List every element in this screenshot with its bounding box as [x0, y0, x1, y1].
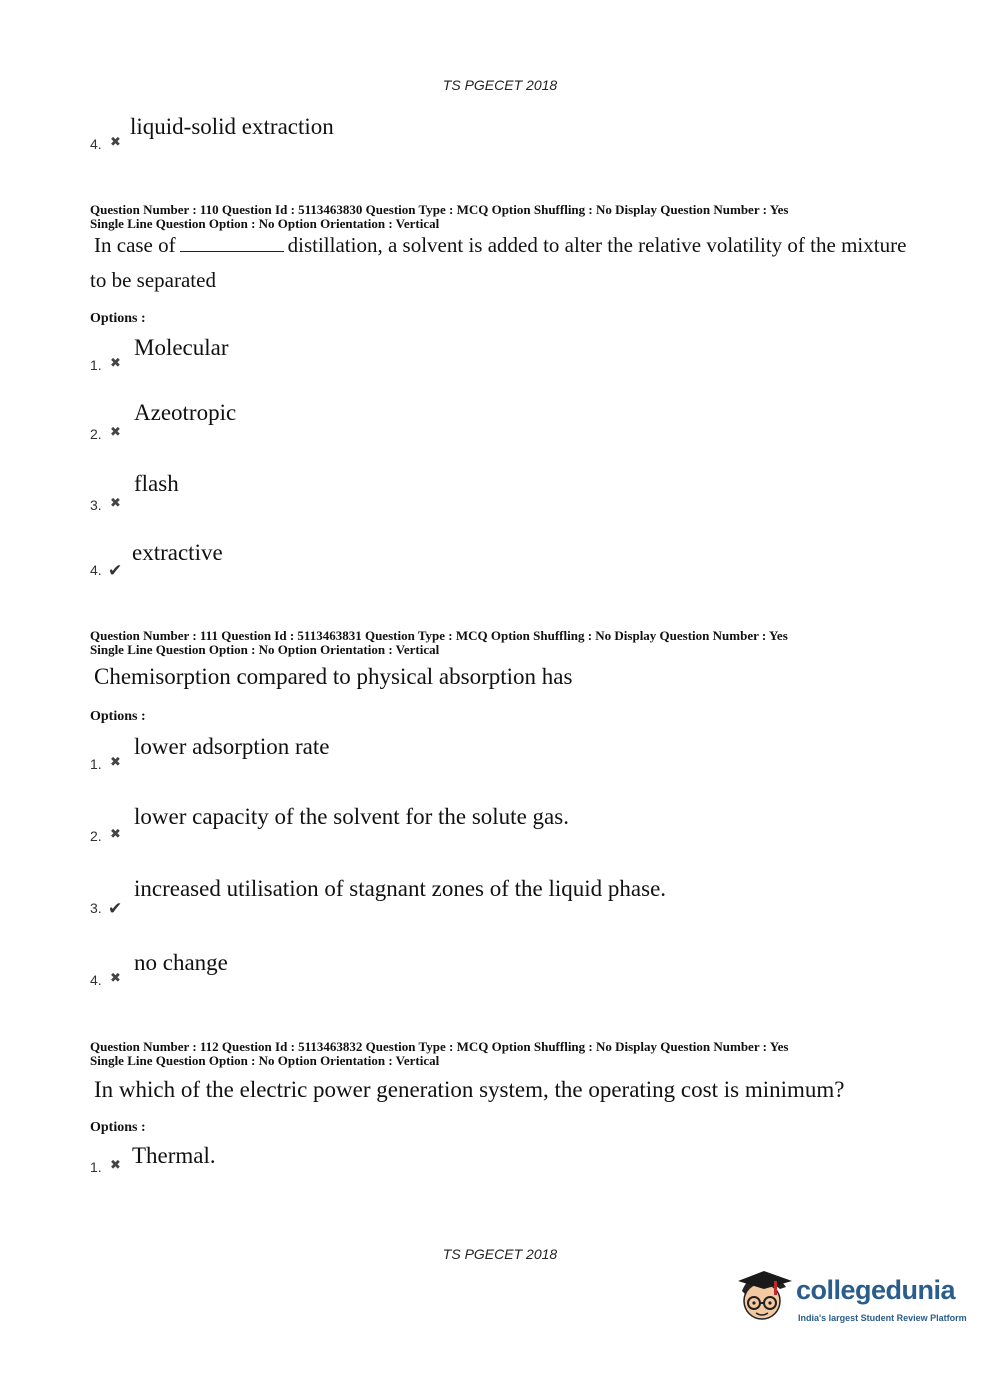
option-item — [90, 538, 790, 581]
cross-icon: ✖ — [110, 135, 121, 150]
option-number: 4. — [90, 136, 102, 152]
option-text: Azeotropic — [134, 400, 237, 425]
page-footer: TS PGECET 2018 — [442, 1246, 558, 1262]
options-label: Options : — [90, 1120, 146, 1135]
mascot-icon — [734, 1267, 796, 1337]
question-text: Chemisorption compared to physical absorption has — [94, 664, 573, 689]
option-text: flash — [134, 471, 179, 496]
option-text: no change — [134, 950, 228, 975]
option-number: 4. — [90, 562, 102, 578]
meta-line-2: Single Line Question Option : No Option Orientation : Vertical — [90, 216, 440, 231]
option-text: lower capacity of the solvent for the solute gas. — [134, 804, 569, 829]
check-icon: ✔ — [108, 899, 123, 919]
option-number: 3. — [90, 497, 102, 513]
question-meta — [90, 1040, 910, 1068]
meta-line-1: Question Number : 110 Question Id : 5113463830 Question Type : MCQ Option Shuffling : No Display Question Number : Yes — [90, 202, 789, 217]
logo-tagline: India's largest Student Review Platform — [798, 1313, 967, 1323]
cross-icon: ✖ — [110, 356, 121, 371]
fill-in-blank — [180, 235, 284, 252]
cross-icon: ✖ — [110, 971, 121, 986]
option-item — [90, 732, 790, 772]
meta-line-2: Single Line Question Option : No Option Orientation : Vertical — [90, 642, 440, 657]
check-icon: ✔ — [108, 561, 123, 581]
options-label: Options : — [90, 311, 146, 326]
option-item — [90, 402, 790, 442]
option-item — [90, 804, 790, 844]
option-item — [90, 876, 790, 919]
option-item — [90, 1135, 790, 1175]
question-meta — [90, 203, 910, 231]
option-text: extractive — [132, 540, 223, 565]
option-number: 1. — [90, 357, 102, 373]
prev-option-4 — [90, 112, 790, 152]
option-text: increased utilisation of stagnant zones of the liquid phase. — [134, 876, 667, 901]
option-number: 1. — [90, 756, 102, 772]
question-meta — [90, 629, 910, 657]
option-item — [90, 948, 790, 988]
option-text: Thermal. — [132, 1143, 216, 1168]
option-text: lower adsorption rate — [134, 734, 330, 759]
option-number: 4. — [90, 972, 102, 988]
meta-line-1: Question Number : 112 Question Id : 5113463832 Question Type : MCQ Option Shuffling : No Display Question Number : Yes — [90, 1039, 789, 1054]
cross-icon: ✖ — [110, 425, 121, 440]
collegedunia-logo — [734, 1267, 967, 1337]
question-text — [94, 233, 906, 258]
question-text: In which of the electric power generation system, the operating cost is minimum? — [94, 1077, 845, 1102]
meta-line-2: Single Line Question Option : No Option Orientation : Vertical — [90, 1053, 440, 1068]
option-text: liquid-solid extraction — [130, 114, 334, 139]
page-header: TS PGECET 2018 — [442, 77, 558, 93]
question-text-part-1: In case of — [94, 233, 176, 257]
question-text-part-2: distillation, a solvent is added to alter the relative volatility of the mixture — [287, 233, 907, 257]
meta-line-1: Question Number : 111 Question Id : 5113463831 Question Type : MCQ Option Shuffling : No Display Question Number : Yes — [90, 628, 788, 643]
option-number: 2. — [90, 828, 102, 844]
option-number: 1. — [90, 1159, 102, 1175]
cross-icon: ✖ — [110, 496, 121, 511]
options-label: Options : — [90, 709, 146, 724]
option-number: 3. — [90, 900, 102, 916]
option-item — [90, 473, 790, 513]
option-item — [90, 333, 790, 373]
option-number: 2. — [90, 426, 102, 442]
question-text-line-2: to be separated — [90, 268, 216, 292]
cross-icon: ✖ — [110, 827, 121, 842]
cross-icon: ✖ — [110, 755, 121, 770]
cross-icon: ✖ — [110, 1158, 121, 1173]
logo-brand: collegedunia — [796, 1275, 956, 1305]
option-text: Molecular — [134, 335, 229, 360]
